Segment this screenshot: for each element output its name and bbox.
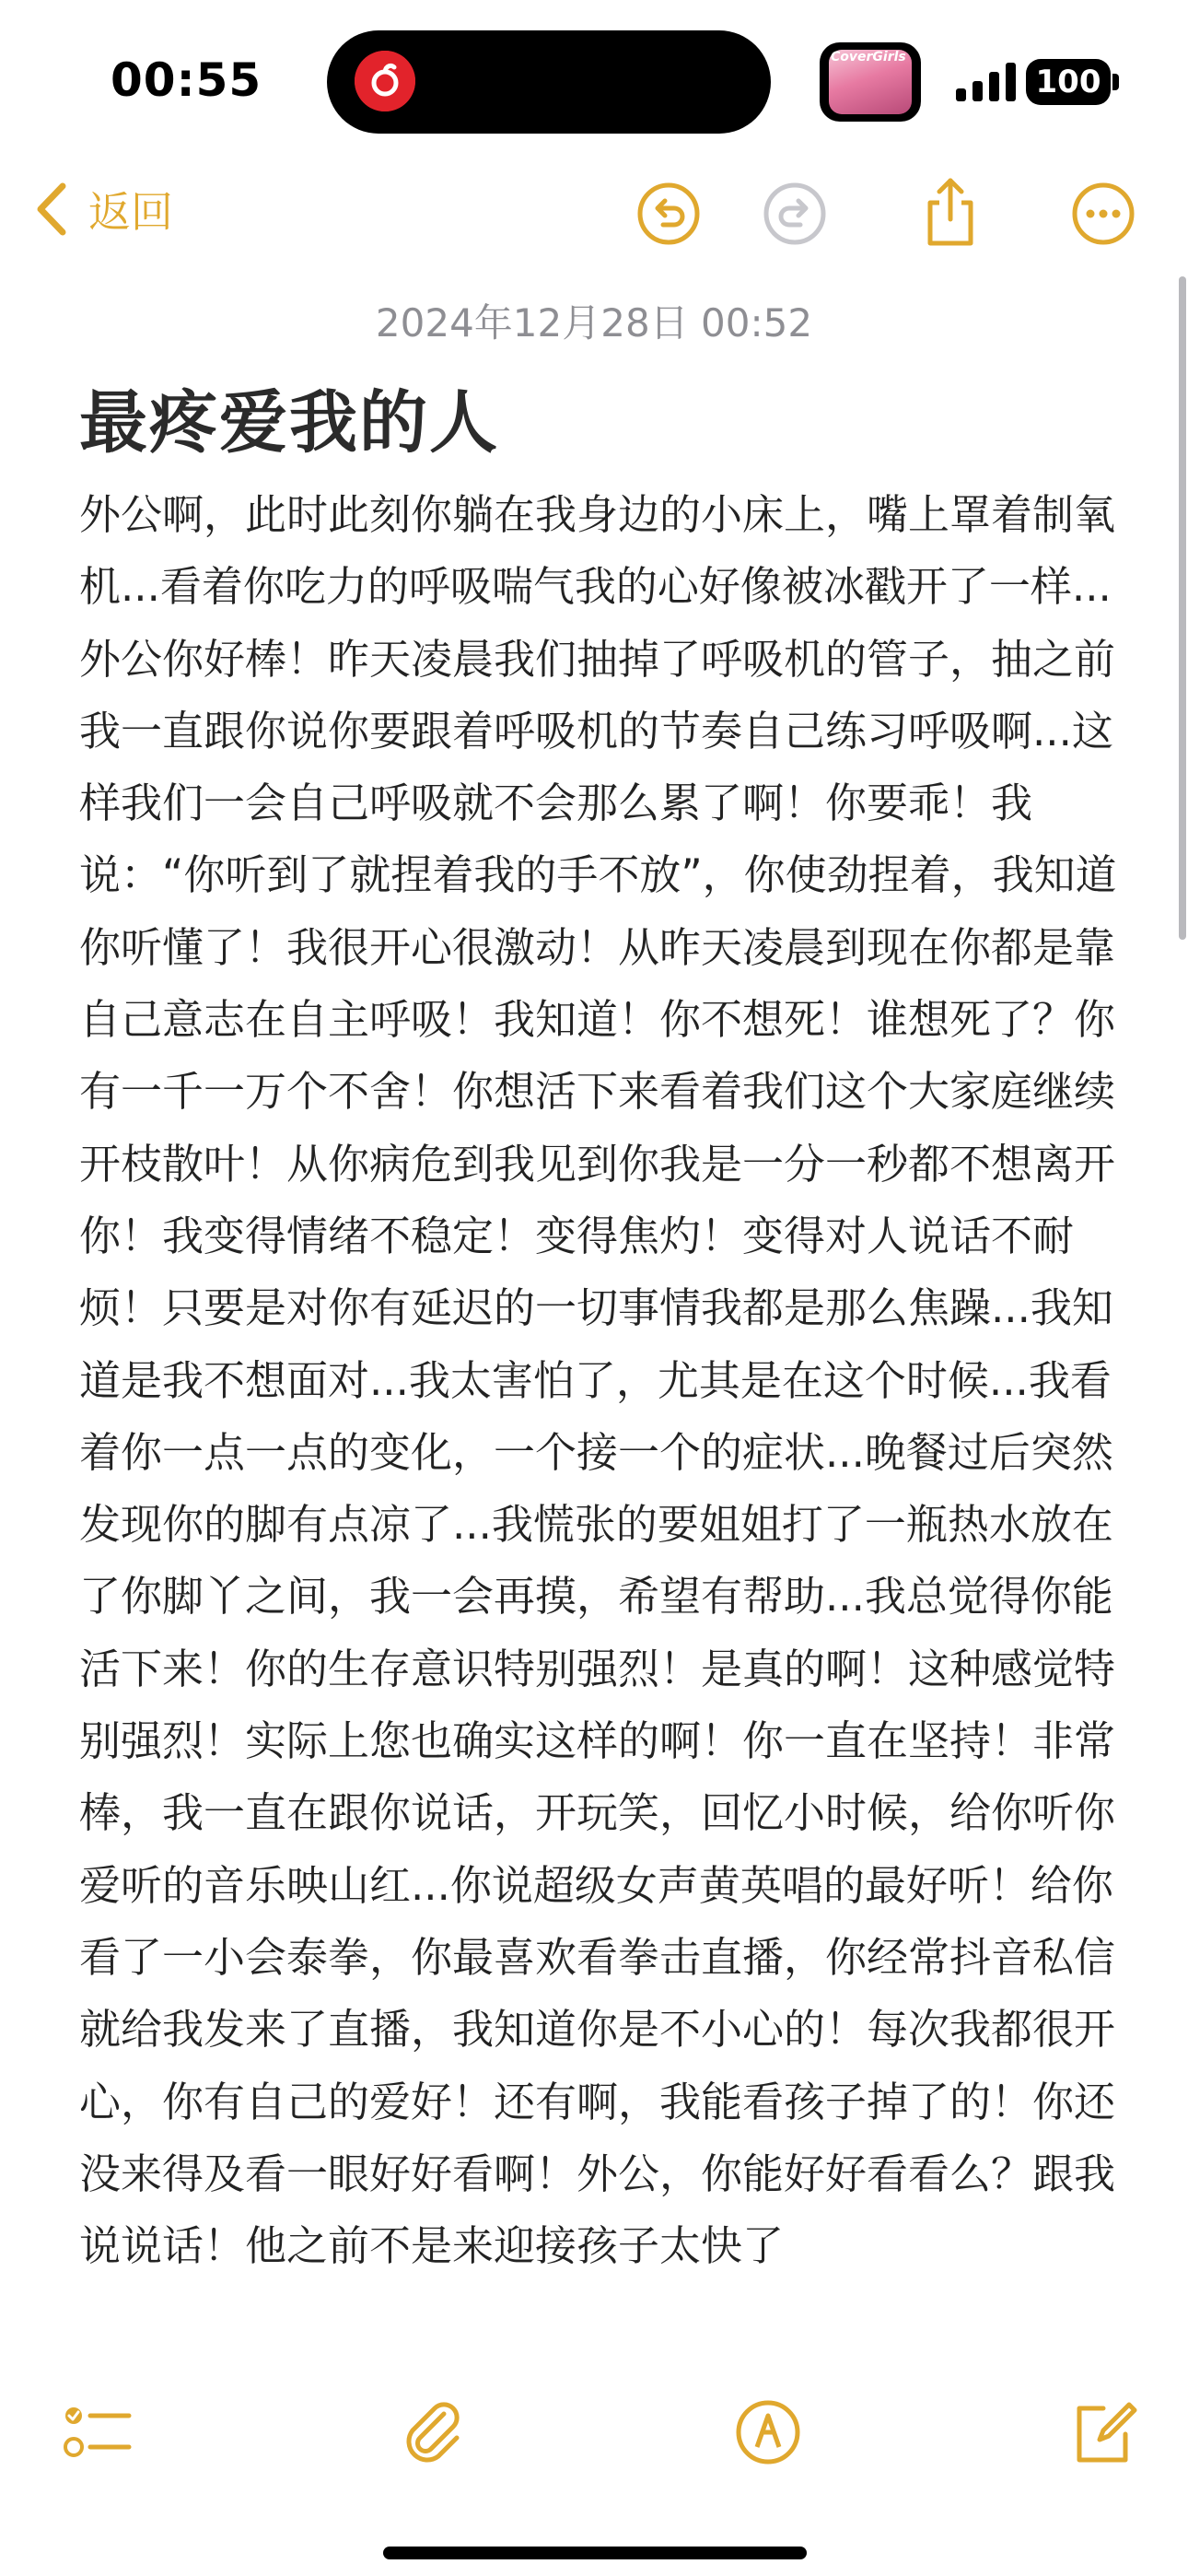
share-icon xyxy=(917,175,984,249)
album-art-text: CoverGirls xyxy=(831,50,906,64)
back-button[interactable] xyxy=(33,177,173,241)
redo-button[interactable] xyxy=(762,181,828,247)
scrollbar[interactable] xyxy=(1179,276,1186,940)
checklist-button[interactable] xyxy=(61,2395,134,2469)
battery-icon: 100 xyxy=(1026,59,1111,105)
note-body[interactable]: 外公啊，此时此刻你躺在我身边的小床上，嘴上罩着制氧机...看着你吃力的呼吸喘气我的心好像被冰戳开了一样... 外公你好棒！昨天凌晨我们抽掉了呼吸机的管子，抽之前我一直跟你说你要跟着呼吸机的节奏自己练习呼吸啊...这样我们一会自己呼吸就不会那么累了啊！你要乖！我说：“你听到了就捏着我的手不放”，你使劲捏着，我知道你听懂了！我很开心很激动！从昨天凌晨到现在你都是靠自己意志在自主呼吸！我知道！你不想死！谁想死了？你有一千一万个不舍！你想活下来看着我们这个大家庭继续开枝散叶！从你病危到我见到你我是一分一秒都不想离开你！我变得情绪不稳定！变得焦灼！变得对人说话不耐烦！只要是对你有延迟的一切事情我都是那么焦躁...我知道是我不想面对...我太害怕了，尤其是在这个时候...我看着你一点一点的变化，一个接一个的症状...晚餐过后突然发现你的脚有点凉了...我慌张的要姐姐打了一瓶热水放在了你脚丫之间，我一会再摸，希望有帮助...我总觉得你能活下来！你的生存意识特别强烈！是真的啊！这种感觉特别强烈！实际上您也确实这样的啊！你一直在坚持！非常棒，我一直在跟你说话，开玩笑，回忆小时候，给你听你爱听的音乐映山红...你说超级女声黄英唱的最好听！给你看了一小会泰拳，你最喜欢看拳击直播，你经常抖音私信就给我发来了直播，我知道你是不小心的！每次我都很开心，你有自己的爱好！还有啊，我能看孩子掉了的！你还没来得及看一眼好好看啊！外公，你能好好看看么？跟我说说话！他之前不是来迎接孩子太快了 xyxy=(79,490,1117,2271)
undo-icon xyxy=(635,181,702,247)
cellular-signal-icon xyxy=(956,61,1017,101)
back-label: 返回 xyxy=(88,187,173,237)
status-time: 00:55 xyxy=(111,53,262,107)
battery-nub xyxy=(1112,74,1119,90)
redo-icon xyxy=(762,181,828,247)
compose-icon xyxy=(1066,2395,1140,2469)
note-date: 2024年12月28日 00:52 xyxy=(375,300,813,345)
toolbar-backdrop xyxy=(0,2340,1188,2576)
home-indicator[interactable] xyxy=(383,2547,807,2559)
compose-button[interactable] xyxy=(1066,2395,1140,2469)
chevron-left-icon xyxy=(33,181,70,238)
markup-button[interactable] xyxy=(731,2395,805,2469)
music-app-icon xyxy=(355,51,415,111)
undo-button[interactable] xyxy=(635,181,702,247)
share-button[interactable] xyxy=(917,175,984,249)
markup-pen-icon xyxy=(731,2395,805,2469)
dynamic-island[interactable] xyxy=(327,30,771,134)
attachment-button[interactable] xyxy=(396,2395,470,2469)
checklist-icon xyxy=(61,2395,134,2469)
ellipsis-circle-icon xyxy=(1070,181,1136,247)
album-art-thumbnail[interactable] xyxy=(820,42,921,122)
paperclip-icon xyxy=(396,2395,470,2469)
more-button[interactable] xyxy=(1070,181,1136,247)
note-title[interactable]: 最疼爱我的人 xyxy=(79,383,499,463)
